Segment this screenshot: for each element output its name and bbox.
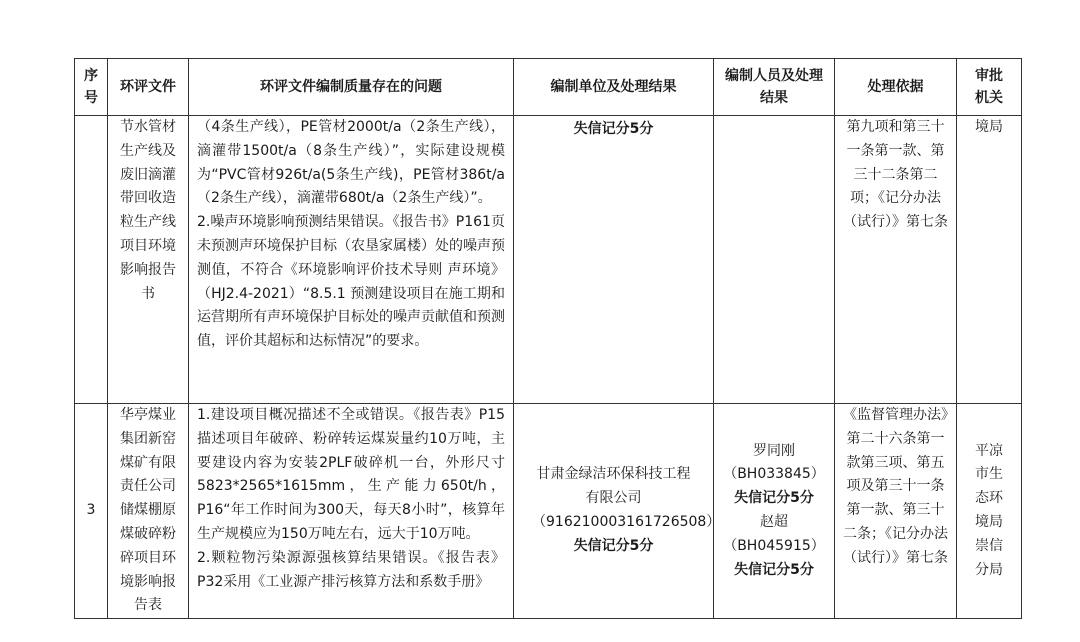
basis-text: 第九项和第三十一条第一款、第三十二条第二项；《记分办法（试行）》第七条 [843, 119, 948, 231]
row-index-cell [75, 116, 108, 404]
file-cell [108, 404, 189, 619]
row-index-cell [75, 404, 108, 619]
table-row [75, 404, 1022, 619]
problem-item: 1.建设项目概况描述不全或错误。《报告表》P15描述项目年破碎、粉碎转运煤炭量约10万吨，主要建设内容为安装2PLF破碎机一台，外形尺寸5823*2565*1615mm，生产能力650t/h，P16“年工作时间为300天，每天8小时”，核算年生产规模应为150万吨左右，远大于10万吨。 [197, 407, 505, 542]
authority-text: 平凉市生态环境局崇信分局 [975, 442, 1003, 578]
problem-item: 2.颗粒物污染源源强核算结果错误。《报告表》P32采用《工业源产排污核算方法和系数手册》 [197, 549, 505, 590]
unit-cell [514, 404, 721, 619]
header-problems: 环评文件编制质量存在的问题 [189, 59, 514, 116]
unit-code: （916210003161726508） [532, 514, 721, 531]
unit-result: 失信记分5分 [573, 537, 654, 554]
authority-cell [957, 116, 1022, 404]
authority-cell [957, 404, 1022, 619]
persons-cell [714, 404, 835, 619]
basis-text: 《监督管理办法》第二十六条第一款第三项、第五项及第三十一条第一款、第三十二条；《记分办法（试行）》第七条 [843, 407, 948, 566]
basis-cell [835, 116, 957, 404]
persons-cell [714, 116, 835, 404]
person-name: 赵超 [760, 514, 788, 531]
authority-text: 境局 [975, 119, 1003, 135]
person-id: （BH033845） [723, 466, 825, 483]
header-basis: 处理依据 [835, 59, 957, 116]
table-header-row [75, 59, 1022, 116]
person-result: 失信记分5分 [734, 561, 814, 578]
unit-result: 失信记分5分 [573, 121, 654, 137]
violations-table [74, 58, 1022, 619]
person-result: 失信记分5分 [734, 490, 814, 507]
problems-cell [189, 116, 514, 404]
problems-cell [189, 404, 514, 619]
file-name: 节水管材生产线及废旧滴灌带回收造粒生产线项目环境影响报告书 [120, 119, 176, 302]
problem-item: （4条生产线），PE管材2000t/a（2条生产线），滴灌带1500t/a（8条生产线）”，实际建设规模为“PVC管材926t/a(5条生产线)，PE管材386t/a（2条生产线），滴灌带680t/a（2条生产线）”。 [197, 119, 505, 207]
file-name: 华亭煤业集团新窑煤矿有限责任公司储煤棚原煤破碎粉碎项目环境影响报告表 [120, 407, 176, 614]
header-file: 环评文件 [108, 59, 189, 116]
unit-cell [514, 116, 714, 404]
header-index: 序号 [75, 59, 108, 116]
basis-cell [835, 404, 957, 619]
header-authority: 审批机关 [957, 59, 1022, 116]
person-id: （BH045915） [723, 537, 825, 554]
file-cell [108, 116, 189, 404]
person-name: 罗同刚 [753, 442, 795, 459]
header-persons: 编制人员及处理结果 [714, 59, 835, 116]
problem-item: 2.噪声环境影响预测结果错误。《报告书》P161页未预测声环境保护目标（农垦家属楼）处的噪声预测值，不符合《环境影响评价技术导则 声环境》（HJ2.4-2021）“8.5.1 预测建设项目在施工期和运营期所有声环境保护目标处的噪声贡献值和预测值，评价其超标和达标情况”的要求。 [197, 214, 505, 350]
header-unit: 编制单位及处理结果 [514, 59, 714, 116]
table-row [75, 116, 1022, 404]
row-index: 3 [86, 502, 96, 519]
unit-name: 甘肃金绿洁环保科技工程有限公司 [536, 466, 691, 507]
